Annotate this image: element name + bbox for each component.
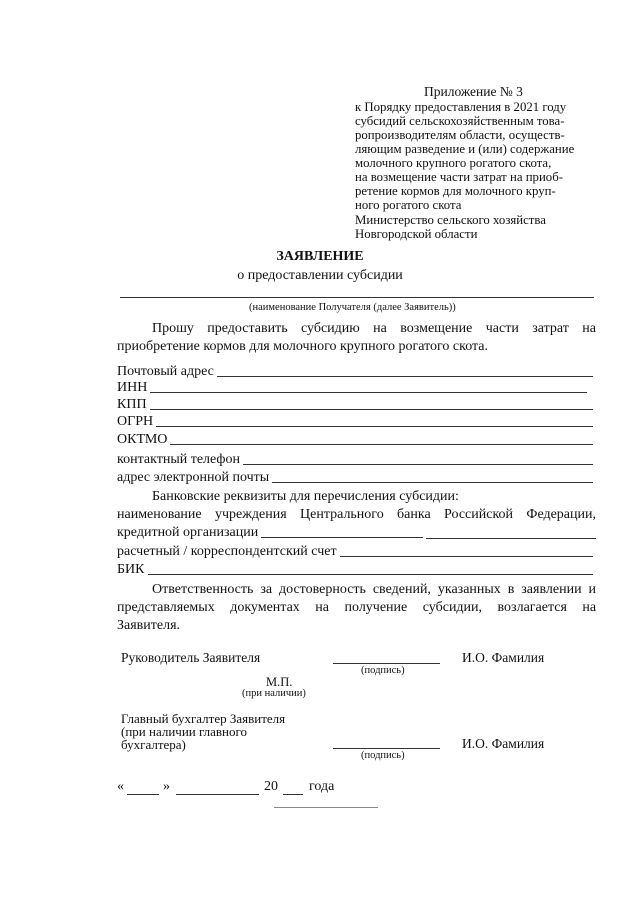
- date-year-line[interactable]: [283, 794, 303, 795]
- bik-line[interactable]: [148, 574, 594, 575]
- inn-field[interactable]: [117, 380, 587, 396]
- ministry-line: Министерство сельского хозяйства: [355, 213, 546, 227]
- phone-line[interactable]: [243, 464, 593, 465]
- appendix-line: ропроизводителям области, осуществ-: [355, 128, 565, 142]
- credit-org-line[interactable]: [261, 537, 423, 538]
- date-month-line[interactable]: [176, 794, 259, 795]
- inn-label: ИНН: [117, 380, 148, 395]
- responsibility-line-2: [117, 600, 596, 616]
- bank-line-1: [117, 507, 596, 523]
- date-open-quote: «: [117, 779, 124, 794]
- credit-org-field[interactable]: [117, 525, 423, 541]
- accountant-signature-line[interactable]: [333, 748, 440, 749]
- ministry-line: Новгородской области: [355, 227, 478, 241]
- kpp-line[interactable]: [150, 409, 593, 410]
- kpp-field[interactable]: [117, 397, 593, 413]
- appendix-line: на возмещение части затрат на приоб-: [355, 170, 563, 184]
- stamp-label: М.П.: [266, 675, 293, 689]
- accountant-note: бухгалтера): [121, 737, 186, 752]
- phone-label: контактный телефон: [117, 452, 240, 467]
- head-label: Руководитель Заявителя: [121, 650, 261, 665]
- oktmo-label: ОКТМО: [117, 432, 168, 447]
- email-label: адрес электронной почты: [117, 470, 270, 485]
- head-name: И.О. Фамилия: [462, 650, 545, 665]
- postal-address-field[interactable]: [117, 364, 593, 380]
- request-line-2: приобретение кормов для молочного крупного рогатого скота.: [117, 339, 489, 354]
- postal-address-label: Почтовый адрес: [117, 364, 214, 379]
- accountant-note: (при наличии главного: [121, 724, 248, 739]
- accountant-label: Главный бухгалтер Заявителя: [121, 711, 286, 726]
- appendix-line: молочного крупного рогатого скота,: [355, 156, 552, 170]
- email-field[interactable]: [117, 470, 593, 486]
- account-field[interactable]: [117, 544, 593, 560]
- document-subtitle: о предоставлении субсидии: [237, 268, 403, 283]
- head-signature-line[interactable]: [333, 663, 440, 664]
- appendix-line: субсидий сельскохозяйственным това-: [355, 114, 565, 128]
- date-day-line[interactable]: [127, 794, 159, 795]
- responsibility-line-1: [152, 582, 596, 598]
- bank-heading: Банковские реквизиты для перечисления субсидии:: [152, 489, 459, 504]
- appendix-line: ляющим разведение и (или) содержание: [355, 142, 575, 156]
- footer-divider: [274, 807, 378, 808]
- request-text-1: Прошу предоставить субсидию на возмещение части затрат на: [152, 321, 596, 336]
- ogrn-line[interactable]: [156, 426, 593, 427]
- credit-org-label: кредитной организации: [117, 525, 259, 540]
- inn-line[interactable]: [150, 392, 587, 393]
- account-line[interactable]: [340, 556, 593, 557]
- accountant-signature-caption: (подпись): [361, 750, 405, 761]
- ogrn-field[interactable]: [117, 414, 593, 430]
- account-label: расчетный / корреспондентский счет: [117, 544, 337, 559]
- bik-field[interactable]: [117, 562, 593, 578]
- head-signature-caption: (подпись): [361, 665, 405, 676]
- oktmo-line[interactable]: [170, 444, 593, 445]
- responsibility-text-1: Ответственность за достоверность сведений, указанных в заявлении и: [152, 582, 596, 597]
- date-year-prefix: 20: [264, 779, 278, 794]
- recipient-caption: (наименование Получателя (далее Заявитель)): [249, 302, 456, 313]
- kpp-label: КПП: [117, 397, 147, 412]
- appendix-line: ретение кормов для молочного круп-: [355, 184, 556, 198]
- date-close-quote: »: [163, 779, 170, 794]
- document-title: ЗАЯВЛЕНИЕ: [276, 249, 364, 264]
- date-year-suffix: года: [309, 779, 335, 794]
- appendix-line: к Порядку предоставления в 2021 году: [355, 100, 567, 114]
- stamp-note: (при наличии): [242, 688, 306, 699]
- oktmo-field[interactable]: [117, 432, 593, 448]
- bank-line-1-text: наименование учреждения Центрального банка Российской Федерации,: [117, 507, 596, 522]
- recipient-name-line[interactable]: [120, 297, 594, 298]
- responsibility-line-3: Заявителя.: [117, 618, 181, 633]
- postal-address-line[interactable]: [217, 376, 593, 377]
- appendix-title: Приложение № 3: [424, 84, 523, 99]
- bik-label: БИК: [117, 562, 145, 577]
- appendix-line: ного рогатого скота: [355, 198, 462, 212]
- ogrn-label: ОГРН: [117, 414, 154, 429]
- credit-org-line-2[interactable]: [426, 538, 596, 539]
- responsibility-text-2: представляемых документах на получение субсидии, возлагается на: [117, 600, 597, 615]
- phone-field[interactable]: [117, 452, 593, 468]
- request-line-1: [152, 321, 596, 337]
- accountant-name: И.О. Фамилия: [462, 736, 545, 751]
- email-line[interactable]: [272, 482, 593, 483]
